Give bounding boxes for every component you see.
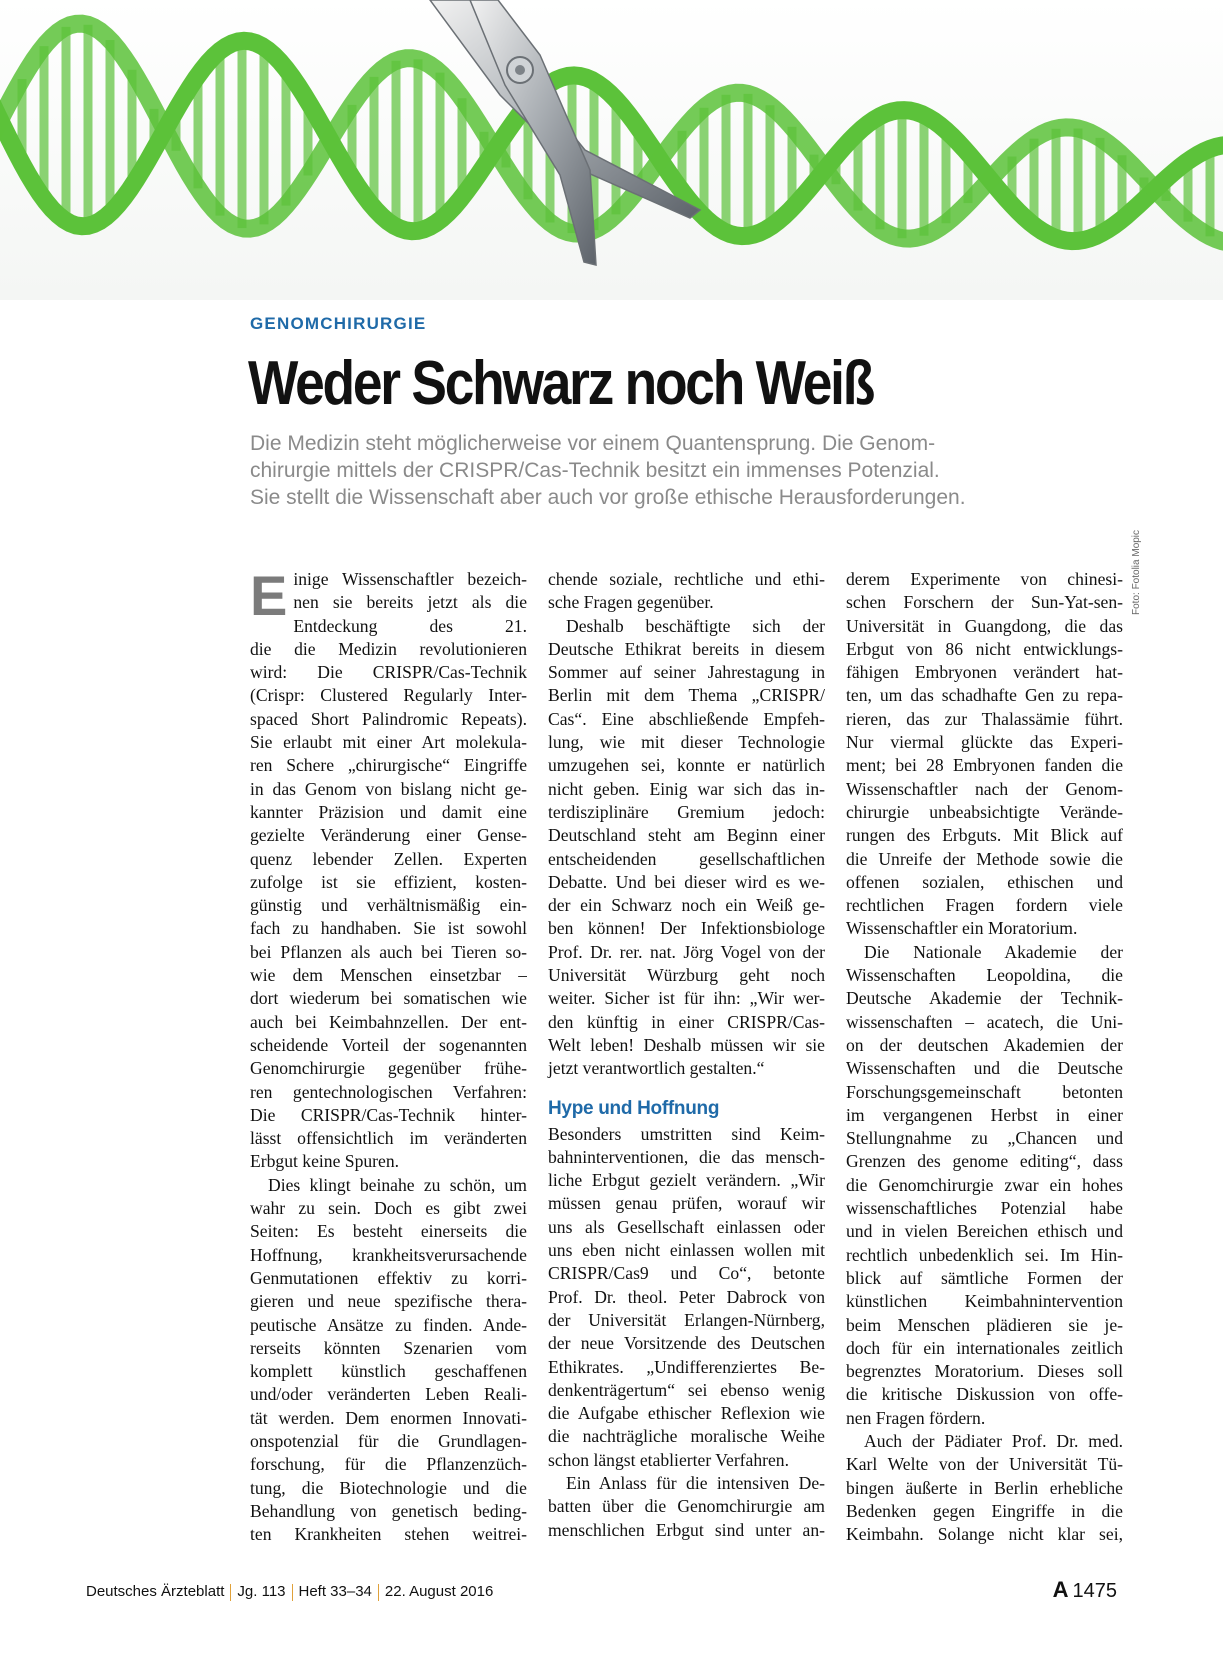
text-column-3 xyxy=(846,568,1123,1546)
page-number-value: 1475 xyxy=(1072,1580,1117,1602)
lead-line: chirurgie mittels der CRISPR/Cas-Technik besitzt ein immenses Potenzial. xyxy=(250,459,940,482)
issue-date: 22. August 2016 xyxy=(384,1583,494,1600)
text-line: lässt offensichtlich im veränderten xyxy=(250,1128,527,1149)
footer-separator xyxy=(292,1584,293,1601)
text-line: Genomchirurgie gegenüber frühe- xyxy=(250,1058,527,1079)
text-line: nicht geben. Einig war sich das in- xyxy=(548,778,825,799)
text-line: Universität in Guangdong, die das xyxy=(846,615,1123,636)
text-line: terdisziplinäre Gremium jedoch: xyxy=(548,801,825,822)
text-line: Erbgut von 86 nicht entwicklungs- xyxy=(846,638,1123,659)
text-line: jetzt verantwortlich gestalten.“ xyxy=(548,1058,765,1079)
text-line: günstig und verhältnismäßig ein- xyxy=(250,895,527,916)
text-line: inige Wissenschaftler bezeich- xyxy=(293,569,527,589)
text-line: Prof. Dr. theol. Peter Dabrock von xyxy=(548,1286,825,1307)
text-line: sche Fragen gegenüber. xyxy=(548,592,714,613)
text-line: schen Forschern der Sun-Yat-sen- xyxy=(846,592,1123,613)
text-line: entscheidenden gesellschaftlichen xyxy=(548,848,825,869)
text-line: tät werden. Dem enormen Innovati- xyxy=(250,1407,527,1428)
text-line: uns eben nicht einlassen wollen mit xyxy=(548,1240,825,1261)
text-line: bahninterventionen, die das mensch- xyxy=(548,1146,825,1167)
text-line: Bedenken gegen Eingriffe in die xyxy=(846,1500,1123,1521)
text-line: chende soziale, rechtliche und ethi- xyxy=(548,569,825,589)
text-line: Stellungnahme zu „Chancen und xyxy=(846,1128,1123,1149)
text-line: Welt leben! Deshalb müssen wir sie xyxy=(548,1034,825,1055)
text-line: müssen genau prüfen, worauf wir xyxy=(548,1193,825,1214)
text-line: Hoffnung, krankheitsverursachende xyxy=(250,1244,527,1265)
text-line: rechtlich unbedenklich sei. Im Hin- xyxy=(846,1244,1123,1265)
text-line: dort wiederum bei somatischen wie xyxy=(250,988,527,1009)
text-line: Dies klingt beinahe zu schön, um xyxy=(268,1174,527,1195)
text-column-2 xyxy=(548,568,825,1542)
article-headline: Weder Schwarz noch Weiß xyxy=(248,349,874,418)
text-line: Cas“. Eine abschließende Empfeh- xyxy=(548,708,825,729)
text-line: forschung, für die Pflanzenzüch- xyxy=(250,1454,527,1475)
text-line: spaced Short Palindromic Repeats). xyxy=(250,708,527,729)
text-line: Berlin mit dem Thema „CRISPR/ xyxy=(548,685,825,706)
text-line: Ein Anlass für die intensiven De- xyxy=(566,1472,825,1493)
text-line: kannter Präzision und damit eine xyxy=(250,801,527,822)
text-line: CRISPR/Cas9 und Co“, betonte xyxy=(548,1263,825,1284)
text-line: Erbgut keine Spuren. xyxy=(250,1151,400,1172)
hero-illustration xyxy=(0,0,1223,300)
text-line: scheidende Vorteil der sogenannten xyxy=(250,1034,527,1055)
text-line: wie dem Menschen einsetzbar – xyxy=(250,965,527,986)
text-line: liche Erbgut gezielt verändern. „Wir xyxy=(548,1170,825,1191)
page-number xyxy=(1053,1577,1117,1603)
text-line: Universität Würzburg geht noch xyxy=(548,965,825,986)
text-line: Deutsche Ethikrat bereits in diesem xyxy=(548,638,825,659)
text-line: bei Pflanzen als auch bei Tieren so- xyxy=(250,941,527,962)
text-line: Wissenschaften und die Deutsche xyxy=(846,1058,1123,1079)
text-line: Debatte. Und bei dieser wird es we- xyxy=(548,871,825,892)
dna-helix-scissors-illustration xyxy=(0,0,1223,300)
text-line: und in vielen Bereichen ethisch und xyxy=(846,1221,1123,1242)
text-line: Die CRISPR/Cas-Technik hinter- xyxy=(250,1104,527,1125)
footer-separator xyxy=(378,1584,379,1601)
text-line: auch bei Keimbahnzellen. Der ent- xyxy=(250,1011,527,1032)
text-line: im vergangenen Herbst in einer xyxy=(846,1104,1123,1125)
text-line: Forschungsgemeinschaft betonten xyxy=(846,1081,1123,1102)
text-line: Sie erlaubt mit einer Art molekula- xyxy=(250,732,527,753)
text-line: gezielte Veränderung einer Gense- xyxy=(250,825,527,846)
text-line: der ein Schwarz noch ein Weiß ge- xyxy=(548,895,825,916)
text-line: Prof. Dr. rer. nat. Jörg Vogel von der xyxy=(548,941,825,962)
text-line: Wissenschaftler ein Moratorium. xyxy=(846,918,1078,939)
page-footer xyxy=(86,1583,493,1601)
photo-credit: Foto: Fotolia Mopic xyxy=(1131,529,1142,615)
text-line: Nur viermal glückte das Experi- xyxy=(846,732,1123,753)
text-line: die Unreife der Methode sowie die xyxy=(846,848,1123,869)
text-line: Wissenschaften Leopoldina, die xyxy=(846,965,1123,986)
text-line: die Aufgabe ethischer Reflexion wie xyxy=(548,1403,825,1424)
journal-issue: Heft 33–34 xyxy=(298,1583,372,1600)
text-line: chirurgie unbeabsichtigte Verände- xyxy=(846,801,1123,822)
text-line: Ethikrates. „Undifferenziertes Be- xyxy=(548,1356,825,1377)
text-line: in das Genom von bislang nicht ge- xyxy=(250,778,527,799)
text-line: menschlichen Erbgut sind unter an- xyxy=(548,1519,825,1540)
footer-separator xyxy=(230,1584,231,1601)
text-line: ren Schere „chirurgische“ Eingriffe xyxy=(250,755,527,776)
text-line: ten, um das schadhafte Gen zu repa- xyxy=(846,685,1123,706)
text-line: derem Experimente von chinesi- xyxy=(846,569,1123,589)
text-line: rerseits könnten Szenarien vom xyxy=(250,1337,527,1358)
text-line: komplett künstlich geschaffenen xyxy=(250,1361,527,1382)
text-line: Grenzen des genome editing“, dass xyxy=(846,1151,1123,1172)
text-column-1 xyxy=(250,564,527,1546)
text-line: Deutsche Akademie der Technik- xyxy=(846,988,1123,1009)
text-line: lung, wie mit dieser Technologie xyxy=(548,732,825,753)
text-line: und/oder veränderten Leben Reali- xyxy=(250,1384,527,1405)
text-line: rungen des Erbguts. Mit Blick auf xyxy=(846,825,1123,846)
text-line: wahr zu sein. Doch es gibt zwei xyxy=(250,1198,527,1219)
text-line: die nachträgliche moralische Weihe xyxy=(548,1426,825,1447)
text-line: Deshalb beschäftigte sich der xyxy=(566,615,825,636)
text-line: Besonders umstritten sind Keim- xyxy=(548,1123,825,1144)
text-line: beim Menschen plädieren sie je- xyxy=(846,1314,1123,1335)
text-line: Deutschland steht am Beginn einer xyxy=(548,825,825,846)
text-line: fähigen Embryonen verändert hat- xyxy=(846,662,1123,683)
text-line: offenen sozialen, ethischen und xyxy=(846,871,1123,892)
page-prefix: A xyxy=(1052,1577,1069,1602)
text-line: gieren und neue spezifische thera- xyxy=(250,1291,527,1312)
lead-line: Sie stellt die Wissenschaft aber auch vor große ethische Herausforderungen. xyxy=(250,486,966,509)
text-line: wissenschaftliches Potenzial habe xyxy=(846,1198,1123,1219)
journal-name: Deutsches Ärzteblatt xyxy=(86,1583,225,1600)
text-line: der neue Vorsitzende des Deutschen xyxy=(548,1333,825,1354)
text-line: Karl Welte von der Universität Tü- xyxy=(846,1454,1123,1475)
text-line: quenz lebender Zellen. Experten xyxy=(250,848,527,869)
text-line: fach zu handhaben. Sie ist sowohl xyxy=(250,918,527,939)
section-subheading: Hype und Hoffnung xyxy=(548,1097,720,1119)
text-line: onspotenzial für die Grundlagen- xyxy=(250,1430,527,1451)
text-line: wissenschaften – acatech, die Uni- xyxy=(846,1011,1123,1032)
drop-cap: E xyxy=(250,564,288,627)
text-line: Entdeckung des 21. xyxy=(293,615,527,636)
text-line: die kritische Diskussion von offe- xyxy=(846,1384,1123,1405)
text-line: peutische Ansätze zu finden. Ande- xyxy=(250,1314,527,1335)
journal-volume: Jg. 113 xyxy=(237,1583,286,1600)
text-line: (Crispr: Clustered Regularly Inter- xyxy=(250,685,527,706)
lead-line: Die Medizin steht möglicherweise vor einem Quantensprung. Die Genom- xyxy=(250,432,936,455)
text-line: on der deutschen Akademien der xyxy=(846,1034,1123,1055)
text-line: die Genomchirurgie zwar ein hohes xyxy=(846,1174,1123,1195)
text-line: denkenträgertum“ sei ebenso wenig xyxy=(548,1379,825,1400)
text-line: Keimbahn. Solange nicht klar sei, xyxy=(846,1524,1123,1545)
text-line: doch für ein internationales zeitlich xyxy=(846,1337,1123,1358)
text-line: Wissenschaftler nach der Genom- xyxy=(846,778,1123,799)
text-line: ment; bei 28 Embryonen fanden die xyxy=(846,755,1123,776)
text-line: der Universität Erlangen-Nürnberg, xyxy=(548,1309,825,1330)
text-line: die die Medizin revolutionieren xyxy=(250,638,527,659)
text-line: rechtlichen Fragen fordern viele xyxy=(846,895,1123,916)
text-line: bingen äußerte in Berlin erhebliche xyxy=(846,1477,1123,1498)
text-line: Die Nationale Akademie der xyxy=(864,941,1123,962)
text-line: Sommer auf seiner Jahrestagung in xyxy=(548,662,825,683)
text-line: blick auf sämtliche Formen der xyxy=(846,1267,1123,1288)
text-line: rieren, das zur Thalassämie führt. xyxy=(846,708,1123,729)
text-line: batten über die Genomchirurgie am xyxy=(548,1496,825,1517)
section-kicker: GENOMCHIRURGIE xyxy=(250,314,427,333)
text-line: Auch der Pädiater Prof. Dr. med. xyxy=(864,1430,1123,1451)
text-line: schon längst etablierter Verfahren. xyxy=(548,1449,790,1470)
text-line: nen Fragen fördern. xyxy=(846,1407,986,1428)
text-line: ren gentechnologischen Verfahren: xyxy=(250,1081,527,1102)
text-line: tung, die Biotechnologie und die xyxy=(250,1477,527,1498)
text-line: wird: Die CRISPR/Cas-Technik xyxy=(250,662,527,683)
text-line: Behandlung von genetisch beding- xyxy=(250,1500,527,1521)
text-line: ben können! Der Infektionsbiologe xyxy=(548,918,825,939)
article-lead xyxy=(250,430,1150,511)
text-line: Seiten: Es besteht einerseits die xyxy=(250,1221,527,1242)
text-line: künstlichen Keimbahnintervention xyxy=(846,1291,1123,1312)
text-line: weiter. Sicher ist für ihn: „Wir wer- xyxy=(548,988,825,1009)
text-line: den künftig in einer CRISPR/Cas- xyxy=(548,1011,825,1032)
text-line: uns als Gesellschaft einlassen oder xyxy=(548,1216,825,1237)
text-line: nen sie bereits jetzt als die xyxy=(293,592,527,613)
text-line: begrenztes Moratorium. Dieses soll xyxy=(846,1361,1123,1382)
text-line: Genmutationen effektiv zu korri- xyxy=(250,1267,527,1288)
text-line: umzugehen sei, konnte er natürlich xyxy=(548,755,825,776)
text-line: zufolge ist sie effizient, kosten- xyxy=(250,871,527,892)
text-line: ten Krankheiten stehen weitrei- xyxy=(250,1524,527,1545)
